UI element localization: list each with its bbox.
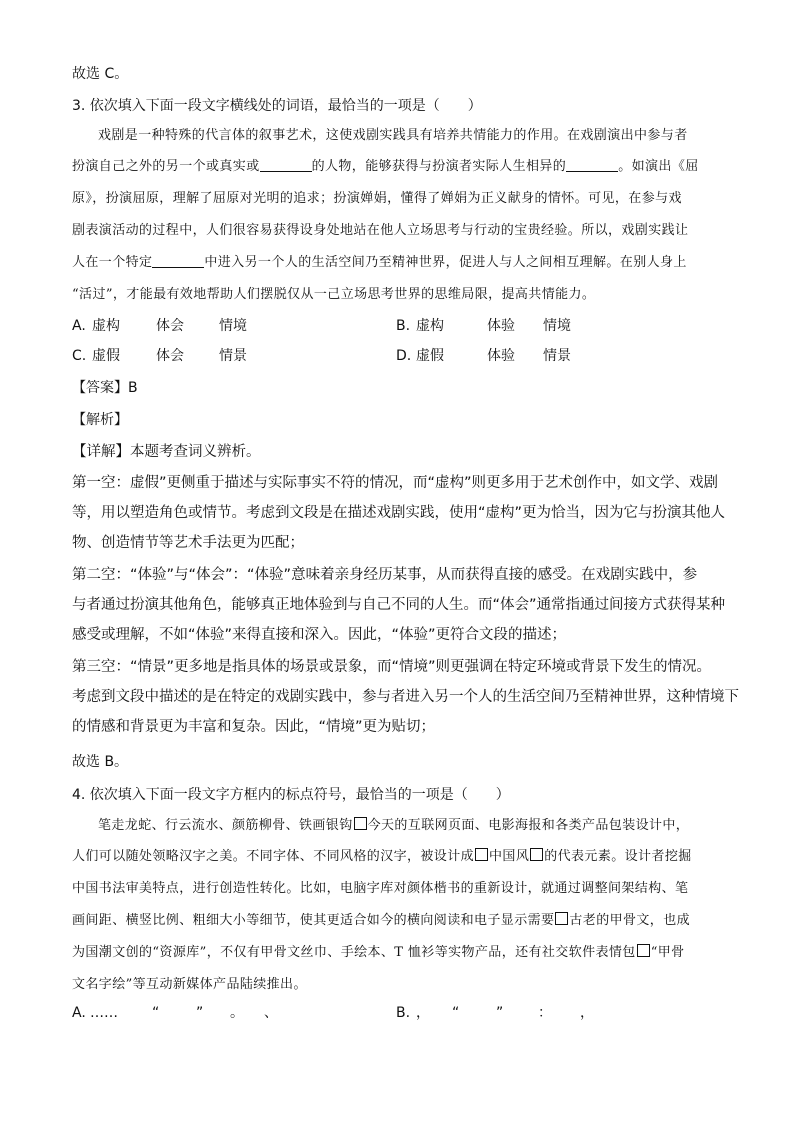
fill-blank-2	[566, 157, 618, 172]
option-word: 虚假	[92, 348, 120, 364]
analysis-line: 第二空：“体验”与“体会”：“体验”意味着亲身经历某事，从而获得直接的感受。在戏剧实践中，参	[72, 567, 698, 583]
option-letter: C.	[72, 348, 87, 364]
analysis-line: 与者通过扮演其他角色，能够真正地体验到与自己不同的人生。而“体会”通常指通过间接方式获得某种	[72, 597, 726, 613]
question-3-passage	[72, 126, 722, 306]
analysis-line: 第一空：虚假”更侧重于描述与实际事实不符的情况，而“虚构”则更多用于艺术创作中，如文学、戏剧	[72, 475, 719, 491]
passage-line: 剧表演活动的过程中，人们很容易获得设身处地站在他人立场思考与行动的宝贵经验。所以，戏剧实践让	[72, 223, 689, 238]
analysis-line: 等，用以塑造角色或情节。考虑到文段是在描述戏剧实践，使用“虚构”更为恰当，因为它与扮演其他人	[72, 505, 726, 521]
option-mark: ，	[580, 1005, 594, 1021]
option-letter: A.	[72, 318, 86, 334]
option-a	[72, 316, 247, 336]
option-b	[396, 316, 571, 336]
passage-text: 中进入另一个人的生活空间乃至精神世界，促进人与人之间相互理解。在别人身上	[204, 255, 687, 270]
passage-text: 中国风	[489, 849, 530, 864]
option-mark: ：	[538, 1005, 552, 1021]
passage-text: 古老的甲骨文，也成	[569, 913, 691, 928]
previous-answer-conclusion: 故选 C。	[72, 66, 129, 82]
passage-text: 人在一个特定	[72, 255, 153, 270]
passage-line	[72, 157, 699, 177]
option-word: 虚构	[92, 318, 120, 334]
passage-line: “活过”，才能最有效地帮助人们摆脱仅从一己立场思考世界的思维局限，提高共情能力。	[72, 287, 596, 302]
passage-text: 的人物，能够获得与扮演者实际人生相异的	[311, 159, 567, 174]
option-mark: “	[152, 1005, 160, 1021]
analysis-line: 物、创造情节等艺术手法更为匹配；	[72, 535, 304, 551]
option-word: 体会	[156, 318, 184, 334]
analysis-line: 的情感和背景更为丰富和复杂。因此，“情境”更为贴切；	[72, 719, 436, 735]
passage-line: 文名字绘”等互动新媒体产品陆续推出。	[72, 977, 307, 992]
option-letter: A.	[72, 1005, 86, 1021]
detail-heading: 【详解】本题考查词义辨析。	[72, 444, 261, 460]
passage-line: 戏剧是一种特殊的代言体的叙事艺术，这使戏剧实践具有培养共情能力的作用。在戏剧演出中参与者	[98, 128, 688, 143]
analysis-line: 感受或理解，不如“体验”来得直接和深入。因此，“体验”更符合文段的描述；	[72, 627, 567, 643]
answer-conclusion: 故选 B。	[72, 754, 129, 770]
question-4-passage	[72, 816, 722, 996]
analysis-line: 考虑到文段中描述的是在特定的戏剧实践中，参与者进入另一个人的生活空间乃至精神世界，这种情境下	[72, 689, 739, 705]
option-word: 虚构	[416, 318, 444, 334]
passage-line	[72, 943, 685, 963]
option-mark: ，	[416, 1005, 430, 1021]
analysis-line: 第三空：“情景”更多地是指具体的场景或景象，而“情境”则更强调在特定环境或背景下发生的情况。	[72, 659, 712, 675]
option-mark: “	[452, 1005, 460, 1021]
passage-text: 。如演出《屈	[618, 159, 699, 174]
question-4-stem: 4. 依次填入下面一段文字方框内的标点符号，最恰当的一项是（ ）	[72, 787, 510, 803]
fill-blank-1	[260, 157, 312, 172]
passage-text: 的代表元素。设计者挖掘	[544, 849, 692, 864]
option-mark: ”	[496, 1005, 504, 1021]
option-word: 体验	[487, 348, 515, 364]
passage-text: 笔走龙蛇、行云流水、颜筋柳骨、铁画银钩	[98, 818, 353, 833]
analysis-tag: 【解析】	[72, 412, 128, 428]
option-d	[396, 346, 571, 366]
option-letter: D.	[396, 348, 412, 364]
passage-text: 扮演自己之外的另一个或真实或	[72, 159, 260, 174]
punctuation-box-3	[530, 848, 543, 861]
passage-line	[72, 911, 690, 931]
option-b	[396, 1003, 594, 1023]
answer-tag: 【答案】B	[72, 380, 138, 396]
option-word: 情景	[543, 348, 571, 364]
passage-line	[98, 816, 689, 836]
option-word: 情景	[219, 348, 247, 364]
passage-text: 今天的互联网页面、电影海报和各类产品包装设计中，	[367, 818, 690, 833]
passage-text: “甲骨	[650, 945, 685, 960]
fill-blank-3	[152, 253, 204, 268]
option-mark: 、	[264, 1005, 278, 1021]
question-3-stem: 3. 依次填入下面一段文字横线处的词语，最恰当的一项是（ ）	[72, 98, 482, 114]
passage-line	[72, 847, 692, 867]
option-word: 体会	[156, 348, 184, 364]
option-word: 情境	[543, 318, 571, 334]
passage-text: 为国潮文创的“资源库”，不仅有甲骨文丝巾、手绘本、T 恤衫等实物产品，还有社交软件表情包	[72, 945, 636, 960]
passage-line: 中国书法审美特点，进行创造性转化。比如，电脑字库对颜体楷书的重新设计，就通过调整间架结构、笔	[72, 881, 689, 896]
passage-line: 原》，扮演屈原，理解了屈原对光明的追求；扮演婵娟，懂得了婵娟为正义献身的情怀。可见，在参与戏	[72, 191, 682, 206]
passage-text: 人们可以随处领略汉字之美。不同字体、不同风格的汉字，被设计成	[72, 849, 475, 864]
option-mark: ……	[90, 1005, 118, 1021]
option-word: 虚假	[416, 348, 444, 364]
option-a	[72, 1003, 278, 1023]
option-mark: ”	[196, 1005, 204, 1021]
punctuation-box-4	[555, 912, 568, 925]
passage-text: 画间距、横竖比例、粗细大小等细节，使其更适合如今的横向阅读和电子显示需要	[72, 913, 555, 928]
passage-line	[72, 253, 687, 273]
option-word: 情境	[219, 318, 247, 334]
option-word: 体验	[487, 318, 515, 334]
punctuation-box-1	[354, 817, 367, 830]
option-c	[72, 346, 247, 366]
option-mark: 。	[230, 1005, 244, 1021]
option-letter: B.	[396, 1005, 411, 1021]
option-letter: B.	[396, 318, 411, 334]
punctuation-box-5	[637, 944, 650, 957]
punctuation-box-2	[475, 848, 488, 861]
